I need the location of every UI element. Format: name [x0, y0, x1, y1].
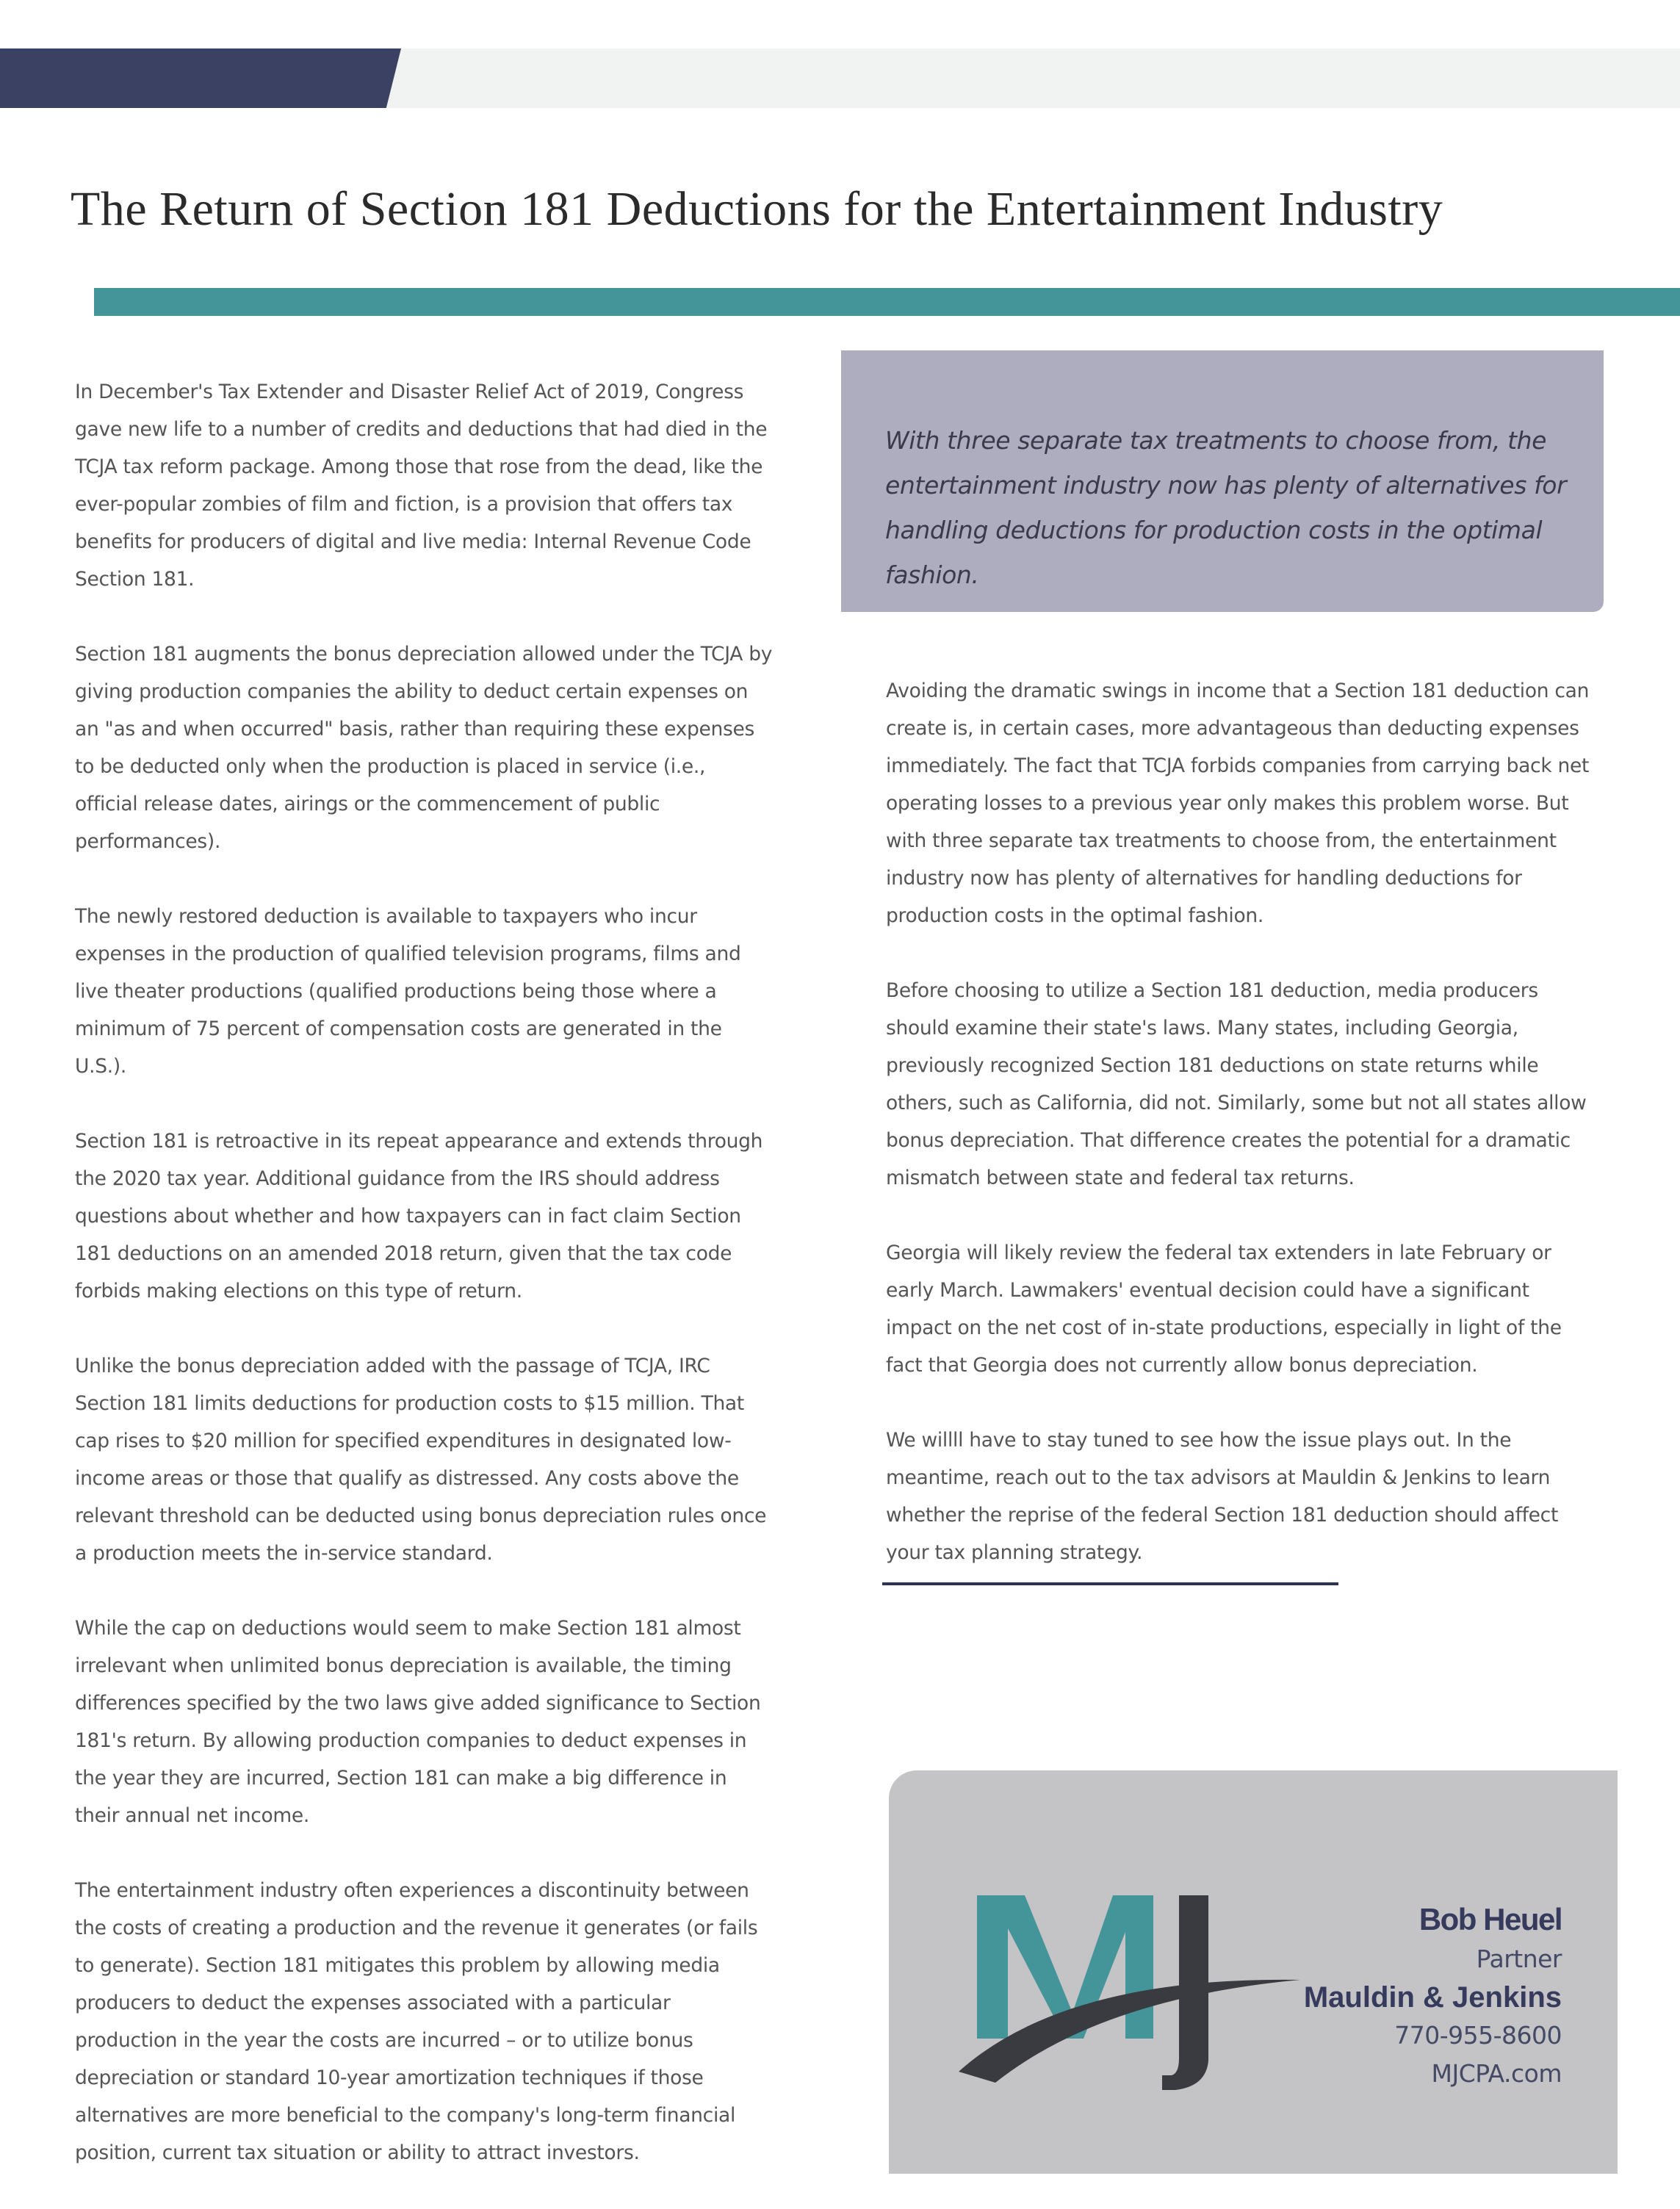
paragraph: Avoiding the dramatic swings in income that a Section 181 deduction can create is, in certain cases, more advantageous than deducting expenses immediately. The fact that TCJA forbids companies from carrying back net operating losses to a previous year only makes this problem worse. But with three separate tax treatments to choose from, the entertainment industry now has plenty of alternatives for handling deductions for production costs in the optimal fashion.	[886, 680, 1590, 927]
paragraph: Unlike the bonus depreciation added with the passage of TCJA, IRC Section 181 limits deductions for production costs to $15 million. That cap rises to $20 million for specified expenditures in designated low-income areas or those that qualify as distressed. Any costs above the relevant threshold can be deducted using bonus depreciation rules once a production meets the in-service standard.	[75, 1355, 767, 1565]
contact-name: Bob Heuel	[1418, 1902, 1562, 1936]
left-column	[75, 373, 773, 2209]
title-rule	[94, 288, 1680, 316]
paragraph: The entertainment industry often experiences a discontinuity between the costs of creating a production and the revenue it generates (or fails to generate). Section 181 mitigates this problem by allowing media producers to deduct the expenses associated with a particular production in the year the costs are incurred – or to utilize bonus depreciation or standard 10-year amortization techniques if those alternatives are more beneficial to the company's long-term financial position, current tax situation or ability to attract investors.	[75, 1879, 758, 2164]
paragraph: We willll have to stay tuned to see how the issue plays out. In the meantime, reach out to the tax advisors at Mauldin & Jenkins to learn whether the reprise of the federal Section 181 deduction should affect your tax planning strategy.	[886, 1429, 1559, 1564]
paragraph: Georgia will likely review the federal tax extenders in late February or early March. Lawmakers' eventual decision could have a significant impact on the net cost of in-state productions, especially in light of the fact that Georgia does not currently allow bonus depreciation.	[886, 1242, 1562, 1377]
contact-phone[interactable]: 770-955-8600	[1394, 2021, 1562, 2050]
contact-role: Partner	[1476, 1945, 1562, 1973]
right-column	[886, 672, 1591, 1609]
header-accent	[0, 48, 401, 108]
contact-card	[889, 1770, 1618, 2174]
mj-logo	[955, 1888, 1322, 2108]
section-divider	[882, 1582, 1338, 1585]
contact-details	[1304, 1899, 1562, 2093]
paragraph: Section 181 is retroactive in its repeat appearance and extends through the 2020 tax year. Additional guidance from the IRS should address questions about whether and how taxpayers can in fact claim Section 181 deductions on an amended 2018 return, given that the tax code forbids making elections on this type of return.	[75, 1130, 763, 1302]
paragraph: The newly restored deduction is available to taxpayers who incur expenses in the production of qualified television programs, films and live theater productions (qualified productions being those where a minimum of 75 percent of compensation costs are generated in the U.S.).	[75, 905, 741, 1078]
page-title: The Return of Section 181 Deductions for the Entertainment Industry	[71, 182, 1443, 236]
contact-website-link[interactable]: MJCPA.com	[1431, 2059, 1562, 2088]
paragraph: While the cap on deductions would seem to make Section 181 almost irrelevant when unlimited bonus depreciation is available, the timing differences specified by the two laws give added significance to Section 181's return. By allowing production companies to deduct expenses in the year they are incurred, Section 181 can make a big difference in their annual net income.	[75, 1617, 761, 1827]
paragraph: Before choosing to utilize a Section 181 deduction, media producers should examine their state's laws. Many states, including Georgia, previously recognized Section 181 deductions on state returns while others, such as California, did not. Similarly, some but not all states allow bonus depreciation. That difference creates the potential for a dramatic mismatch between state and federal tax returns.	[886, 979, 1587, 1189]
paragraph: Section 181 augments the bonus depreciation allowed under the TCJA by giving production companies the ability to deduct certain expenses on an "as and when occurred" basis, rather than requiring these expenses to be deducted only when the production is placed in service (i.e., official release dates, airings or the commencement of public performances).	[75, 643, 773, 853]
pull-quote-box	[841, 350, 1604, 612]
paragraph: In December's Tax Extender and Disaster Relief Act of 2019, Congress gave new life to a number of credits and deductions that had died in the TCJA tax reform package. Among those that rose from the dead, like the ever-popular zombies of film and fiction, is a provision that offers tax benefits for producers of digital and live media: Internal Revenue Code Section 181.	[75, 381, 768, 591]
contact-firm: Mauldin & Jenkins	[1303, 1981, 1562, 2014]
pull-quote: With three separate tax treatments to choose from, the entertainment industry now has plenty of alternatives for handling deductions for production costs in the optimal fashion.	[885, 426, 1567, 589]
